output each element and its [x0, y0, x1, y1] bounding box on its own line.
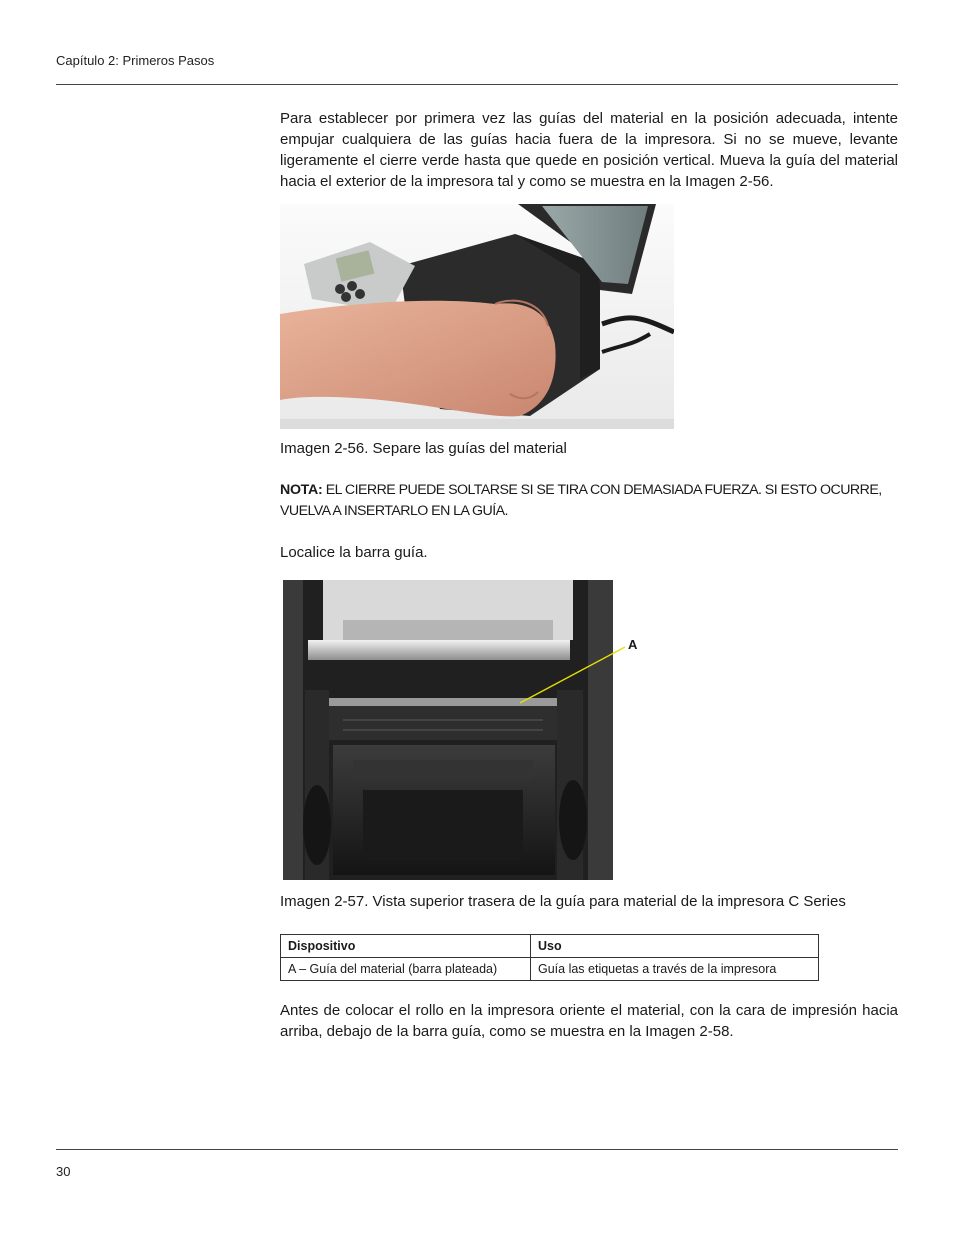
- column-header-device: Dispositivo: [281, 935, 531, 958]
- table-cell-device: A – Guía del material (barra plateada): [281, 958, 531, 981]
- note-text: EL CIERRE PUEDE SOLTARSE SI SE TIRA CON DEMASIADA FUERZA. SI ESTO OCURRE, VUELVA A INSERTARLO EN LA GUÍA.: [280, 482, 882, 519]
- page-number: 30: [56, 1164, 71, 1179]
- callout-label-a: A: [628, 637, 638, 652]
- figure-1-caption: Imagen 2-56. Separe las guías del material: [280, 440, 567, 457]
- header-rule: [56, 84, 898, 85]
- table-row: [281, 958, 819, 981]
- table-cell-use: Guía las etiquetas a través de la impresora: [531, 958, 819, 981]
- column-header-use: Uso: [531, 935, 819, 958]
- callout-leader-line: [515, 635, 645, 710]
- table-header-row: [281, 935, 819, 958]
- closing-paragraph: Antes de colocar el rollo en la impresora oriente el material, con la cara de impresión hacia arriba, debajo de la barra guía, como se muestra en la Imagen 2-58.: [280, 1002, 898, 1040]
- running-header: Capítulo 2: Primeros Pasos: [56, 53, 215, 68]
- intro-paragraph: Para establecer por primera vez las guías del material en la posición adecuada, intente empujar cualquiera de las guías hacia fuera de la impresora. Si no se mueve, levante ligeramente el cierre verde hasta que quede en posición vertical. Mueva la guía del material hacia el exterior de la impresora tal y como se muestra en la Imagen 2-56.: [280, 110, 898, 190]
- media-guide-photo: [283, 580, 613, 880]
- note-paragraph: [280, 480, 900, 522]
- note-label: NOTA:: [280, 482, 323, 498]
- footer-rule: [56, 1149, 898, 1150]
- device-table: [280, 934, 819, 981]
- figure-2-caption: Imagen 2-57. Vista superior trasera de la guía para material de la impresora C Series: [280, 893, 846, 910]
- printer-open-photo: [280, 204, 674, 429]
- locate-instruction: Localice la barra guía.: [280, 544, 428, 561]
